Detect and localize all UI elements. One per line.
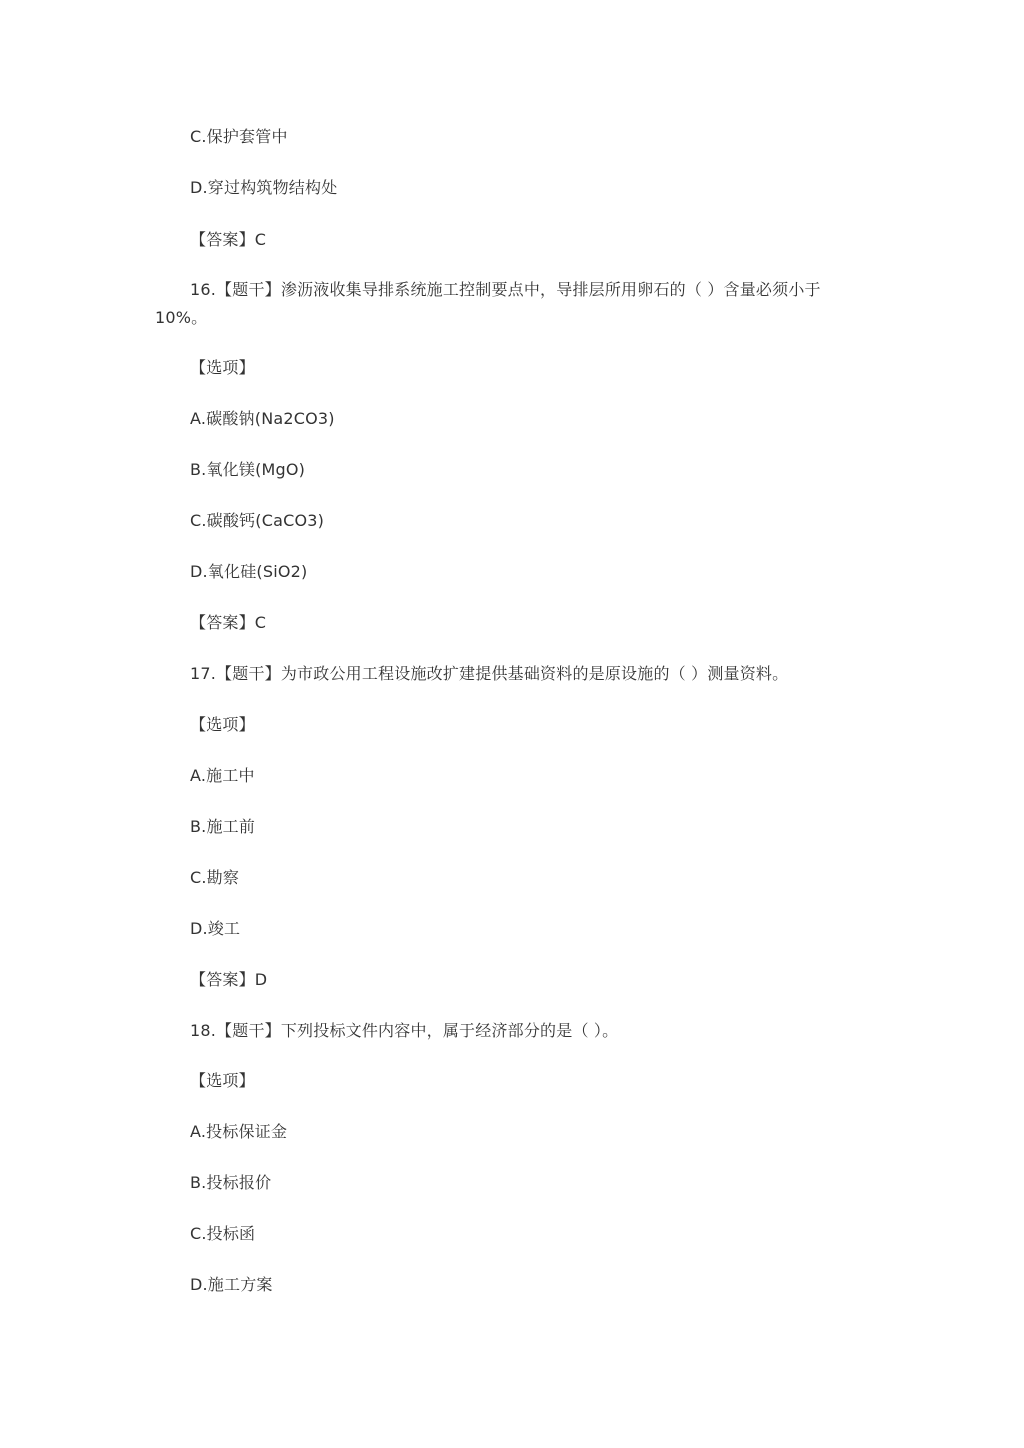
question-17-stem: 17.【题干】为市政公用工程设施改扩建提供基础资料的是原设施的（ ）测量资料。 [190,664,789,683]
option-c-text: C.保护套管中 [190,127,288,146]
options-header: 【选项】 [190,358,255,377]
answer-text: 【答案】C [190,230,267,249]
option-c-text: C.碳酸钙(CaCO3) [190,511,325,530]
option-b-text: B.氧化镁(MgO) [190,460,306,479]
options-header: 【选项】 [190,1071,255,1090]
option-a-text: A.碳酸钠(Na2CO3) [190,409,335,428]
options-header: 【选项】 [190,715,255,734]
option-c-text: C.投标函 [190,1224,256,1243]
option-a-text: A.施工中 [190,766,255,785]
option-c-text: C.勘察 [190,868,240,887]
answer-text: 【答案】D [190,970,268,989]
option-b-text: B.投标报价 [190,1173,272,1192]
answer-text: 【答案】C [190,613,267,632]
option-b-text: B.施工前 [190,817,256,836]
question-18-stem: 18.【题干】下列投标文件内容中，属于经济部分的是（ ）。 [190,1021,619,1040]
option-d-text: D.竣工 [190,919,241,938]
option-d-text: D.施工方案 [190,1275,273,1294]
option-d-text: D.穿过构筑物结构处 [190,178,338,197]
question-16-stem: 16.【题干】渗沥液收集导排系统施工控制要点中，导排层所用卵石的（ ）含量必须小于 10%。 [155,280,821,327]
option-a-text: A.投标保证金 [190,1122,288,1141]
option-d-text: D.氧化硅(SiO2) [190,562,308,581]
